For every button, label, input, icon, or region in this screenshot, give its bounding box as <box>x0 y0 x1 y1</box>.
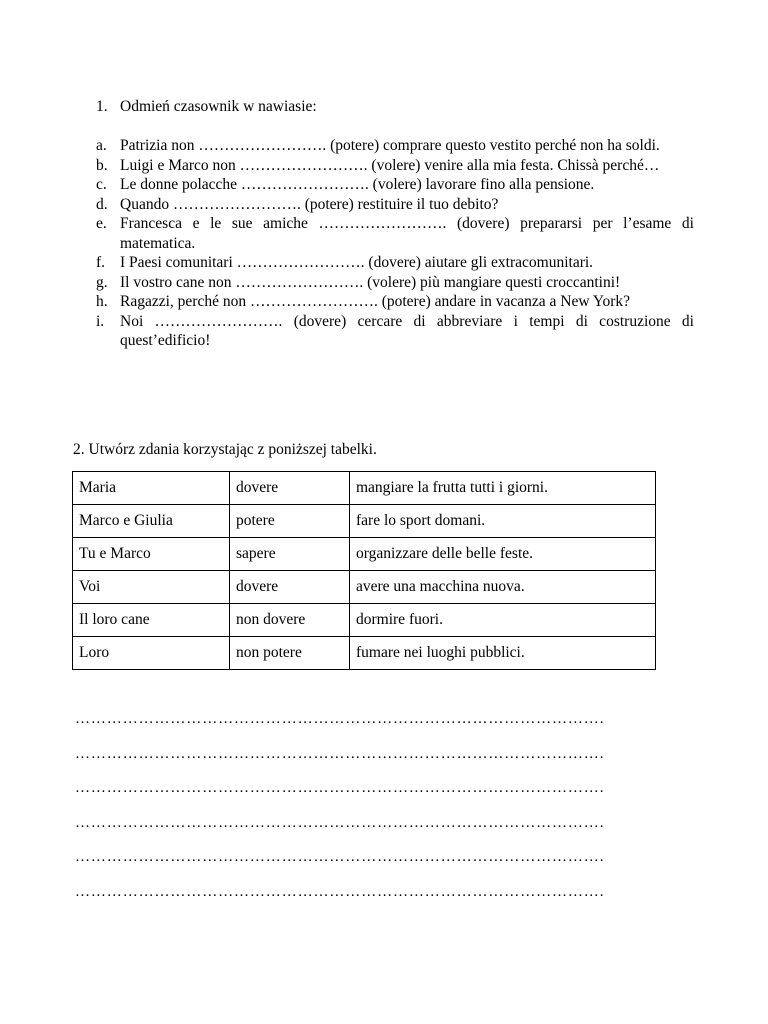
item-label: e. <box>96 215 107 232</box>
answer-line: ………………………………………………………………………………………. <box>75 883 605 900</box>
answer-line: ………………………………………………………………………………………. <box>75 711 605 727</box>
item-label: a. <box>96 137 107 154</box>
item-label: i. <box>96 312 105 330</box>
item-text: Il vostro cane non ……………………. (volere) più mangiare questi croccantini! <box>120 273 621 291</box>
verb-cell: sapere <box>230 538 350 571</box>
item-label: b. <box>96 156 108 174</box>
exercise1-heading <box>96 97 696 117</box>
exercise1-items <box>96 136 694 351</box>
subject-cell: Tu e Marco <box>73 538 230 571</box>
item-text: Quando ……………………. (potere) restituire il tuo debito? <box>120 195 499 213</box>
list-item <box>96 312 694 351</box>
item-text: I Paesi comunitari ……………………. (dovere) aiutare gli extracomunitari. <box>120 254 594 271</box>
list-item <box>96 156 694 176</box>
list-item <box>96 292 694 312</box>
list-item <box>96 136 694 156</box>
complement-cell: organizzare delle belle feste. <box>350 538 656 571</box>
item-label: f. <box>96 254 106 271</box>
item-text: Luigi e Marco non ……………………. (volere) venire alla mia festa. Chissà perché… <box>120 156 660 174</box>
subject-cell: Loro <box>73 637 230 670</box>
list-item <box>96 273 694 293</box>
item-text: Le donne polacche ……………………. (volere) lavorare fino alla pensione. <box>120 176 595 193</box>
table-row <box>73 637 656 670</box>
item-label: d. <box>96 195 108 213</box>
list-item <box>96 214 694 253</box>
table-row <box>73 604 656 637</box>
table-row <box>73 571 656 604</box>
item-label: g. <box>96 273 108 291</box>
item-text: Patrizia non ……………………. (potere) comprare questo vestito perché non ha soldi. <box>120 137 660 154</box>
list-item <box>96 253 694 273</box>
answer-line: ………………………………………………………………………………………. <box>75 780 605 796</box>
table-row <box>73 472 656 505</box>
item-text: Noi ……………………. (dovere) cercare di abbreviare i tempi di costruzione di quest’edificio! <box>120 312 694 349</box>
table-row <box>73 505 656 538</box>
verb-cell: non potere <box>230 637 350 670</box>
item-label: c. <box>96 176 107 193</box>
conjugation-table <box>72 471 656 670</box>
list-item <box>96 195 694 215</box>
complement-cell: avere una macchina nuova. <box>350 571 656 604</box>
item-text: Ragazzi, perché non ……………………. (potere) andare in vacanza a New York? <box>120 293 631 310</box>
complement-cell: mangiare la frutta tutti i giorni. <box>350 472 656 505</box>
answer-line: ………………………………………………………………………………………. <box>75 745 605 762</box>
answer-line: ………………………………………………………………………………………. <box>75 849 605 865</box>
verb-cell: dovere <box>230 571 350 604</box>
subject-cell: Marco e Giulia <box>73 505 230 538</box>
subject-cell: Il loro cane <box>73 604 230 637</box>
table-row <box>73 538 656 571</box>
list-item <box>96 175 694 195</box>
exercise1-instruction: Odmień czasownik w nawiasie: <box>120 98 317 115</box>
verb-cell: potere <box>230 505 350 538</box>
answer-lines <box>75 710 675 917</box>
item-text: Francesca e le sue amiche ……………………. (dovere) prepararsi per l’esame di matematica. <box>120 215 694 252</box>
complement-cell: dormire fuori. <box>350 604 656 637</box>
item-label: h. <box>96 293 108 310</box>
answer-line: ………………………………………………………………………………………. <box>75 814 605 831</box>
complement-cell: fumare nei luoghi pubblici. <box>350 637 656 670</box>
exercise2-heading: 2. Utwórz zdania korzystając z poniższej tabelki. <box>73 441 377 458</box>
complement-cell: fare lo sport domani. <box>350 505 656 538</box>
subject-cell: Maria <box>73 472 230 505</box>
subject-cell: Voi <box>73 571 230 604</box>
verb-cell: dovere <box>230 472 350 505</box>
verb-cell: non dovere <box>230 604 350 637</box>
exercise1-number: 1. <box>96 98 108 115</box>
